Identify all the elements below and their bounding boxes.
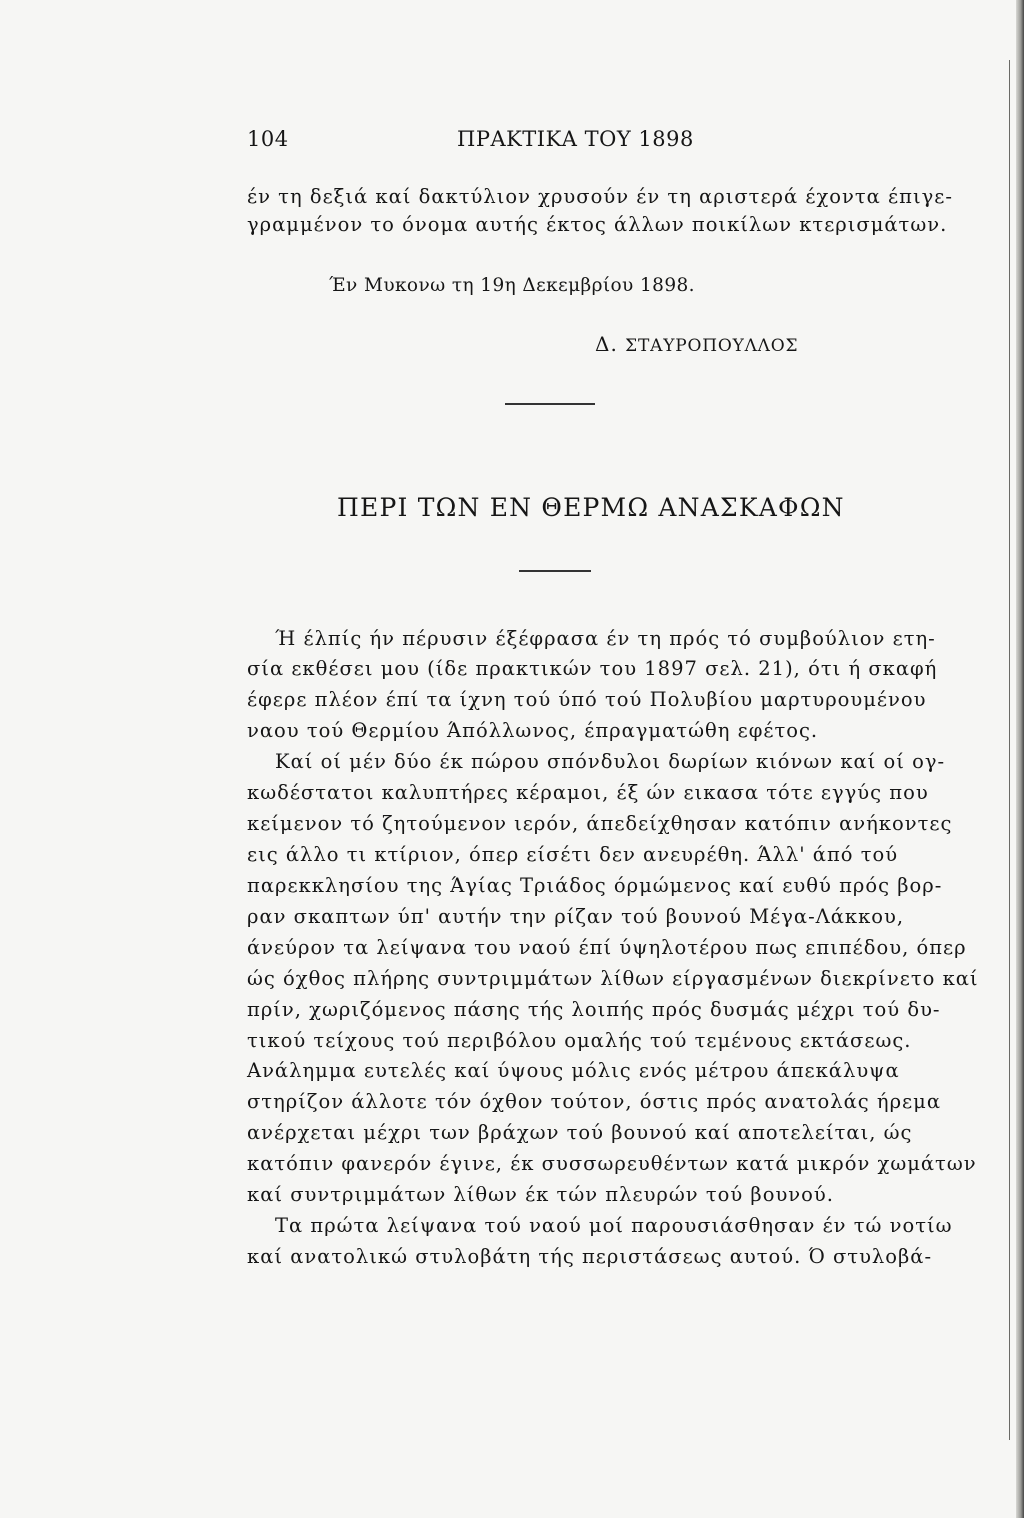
page-edge-line (1009, 60, 1010, 1440)
body-line-7: κείμενον τό ζητούμενον ιερόν, άπεδείχθησαν κατόπιν ανήκοντες (247, 812, 953, 835)
body-line-4: ναου τού Θερμίου Άπόλλωνος, έπραγματώθη εφέτος. (247, 719, 819, 742)
body-line-11: άνεύρον τα λείψανα του ναού έπί ύψηλοτέρου πως επιπέδου, όπερ (247, 936, 967, 959)
body-line-2: σία εκθέσει μου (ίδε πρακτικών του 1897 σελ. 21), ότι ή σκαφή (247, 657, 938, 680)
body-line-19: καί συντριμμάτων λίθων έκ τών πλευρών τού βουνού. (247, 1183, 834, 1206)
body-line-13: πρίν, χωριζόμενος πάσης τής λοιπής πρός δυσμάς μέχρι τού δυ- (247, 998, 941, 1021)
body-line-6: κωδέστατοι καλυπτήρες κέραμοι, έξ ών εικασα τότε εγγύς που (247, 781, 929, 804)
body-line-10: ραν σκαπτων ύπ' αυτήν την ρίζαν τού βουνού Μέγα-Λάκκου, (247, 905, 905, 928)
page-number: 104 (247, 127, 289, 151)
previous-report-line-1: έν τη δεξιά καί δακτύλιον χρυσούν έν τη αριστερά έχοντα έπιγε- (247, 185, 953, 208)
body-line-5: Καί οί μέν δύο έκ πώρου σπόνδυλοι δωρίων κιόνων καί οί ογ- (275, 750, 946, 773)
body-line-20: Τα πρώτα λείψανα τού ναού μοί παρουσιάσθησαν έν τώ νοτίω (275, 1214, 953, 1237)
page-edge (1016, 0, 1024, 1518)
signature-initial: Δ. (595, 332, 618, 356)
body-line-3: έφερε πλέον έπί τα ίχνη τού ύπό τού Πολυβίου μαρτυρουμένου (247, 688, 927, 711)
body-line-1: Ή έλπίς ήν πέρυσιν έξέφρασα έν τη πρός τό συμβούλιον ετη- (275, 627, 936, 650)
journal-title: ΠΡΑΚΤΙΚΑ ΤΟΥ 1898 (457, 127, 694, 151)
signature-name: ΣΤΑΥΡΟΠΟΥΛΛΟΣ (625, 336, 799, 356)
divider-rule-bottom (519, 570, 591, 572)
previous-report-line-2: γραμμένον το όνομα αυτής έκτος άλλων ποικίλων κτερισμάτων. (247, 213, 948, 236)
body-line-16: στηρίζον άλλοτε τόν όχθον τούτον, όστις πρός ανατολάς ήρεμα (247, 1090, 941, 1113)
body-line-21: καί ανατολικώ στυλοβάτη τής περιστάσεως αυτού. Ό στυλοβά- (247, 1245, 933, 1268)
body-line-9: παρεκκλησίου της Άγίας Τριάδος όρμώμενος καί ευθύ πρός βορ- (247, 874, 943, 897)
section-title: ΠΕΡΙ ΤΩΝ ΕΝ ΘΕΡΜΩ ΑΝΑΣΚΑΦΩΝ (337, 493, 845, 522)
body-line-12: ώς όχθος πλήρης συντριμμάτων λίθων είργασμένων διεκρίνετο καί (247, 967, 979, 990)
divider-rule-top (505, 403, 595, 405)
body-line-18: κατόπιν φανερόν έγινε, έκ συσσωρευθέντων κατά μικρόν χωμάτων (247, 1152, 977, 1175)
place-date: Έν Μυκονω τη 19η Δεκεμβρίου 1898. (329, 275, 695, 296)
body-line-8: εις άλλο τι κτίριον, όπερ είσέτι δεν ανευρέθη. Άλλ' άπό τού (247, 843, 899, 866)
running-head (247, 127, 877, 157)
body-line-14: τικού τείχους τού περιβόλου ομαλής τού τεμένους εκτάσεως. (247, 1029, 912, 1052)
body-line-15: Ανάλημμα ευτελές καί ύψους μόλις ενός μέτρου άπεκάλυψα (247, 1059, 900, 1082)
signature (595, 332, 798, 356)
body-line-17: ανέρχεται μέχρι των βράχων τού βουνού καί αποτελείται, ώς (247, 1121, 913, 1144)
